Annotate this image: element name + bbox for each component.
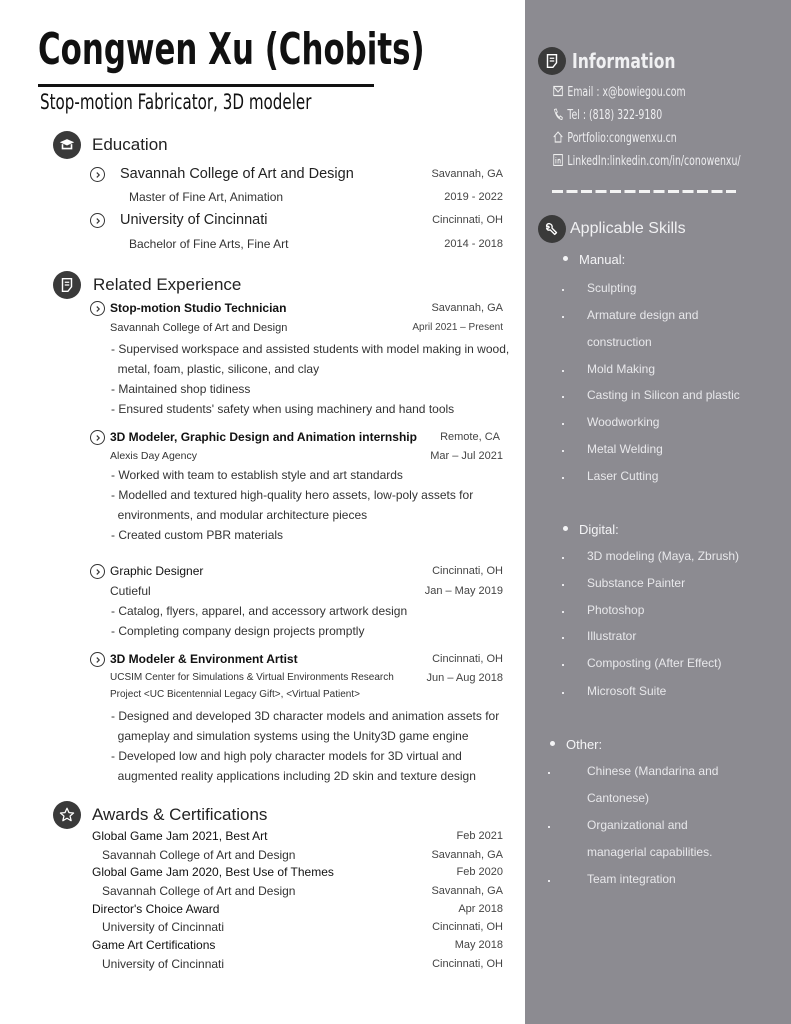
job-dates: Jun – Aug 2018 [426,672,503,684]
job-title: 3D Modeler, Graphic Design and Animation internship [110,430,417,444]
job-bullet: - Completing company design projects promptly [111,624,365,638]
phone-icon [553,108,563,120]
bullet-icon [562,370,564,372]
bullet-icon [562,396,564,398]
bullet-icon [562,450,564,452]
document-icon [538,47,566,75]
award-name: Global Game Jam 2021, Best Art [92,829,268,843]
skill-item: Cantonese) [587,791,650,805]
job-bullet: gameplay and simulation systems using the Unity3D game engine [111,729,469,743]
bullet-icon [562,477,564,479]
skill-group-digital [563,522,619,537]
bullet-icon [562,316,564,318]
education-degree: Master of Fine Art, Animation [129,190,284,204]
bullet-icon [562,557,564,559]
award-location: Savannah, GA [431,849,503,861]
skill-item: 3D modeling (Maya, Zbrush) [587,549,740,563]
award-org: Savannah College of Art and Design [102,848,296,862]
sidebar [525,0,791,1024]
chevron-right-icon [90,213,105,228]
linkedin-link[interactable]: LinkedIn:linkedin.com/in/conowenxu/ [567,154,741,169]
bullet-icon [562,664,564,666]
job-dates: Jan – May 2019 [424,585,503,597]
job-bullet: augmented reality applications including 2D skin and texture design [111,769,476,783]
award-date: Feb 2021 [456,830,503,842]
job-org: Savannah College of Art and Design [110,322,288,334]
section-title-information: Information [572,49,676,73]
bullet-icon [563,526,568,531]
skill-item: Composting (After Effect) [587,656,722,670]
skill-item: Team integration [587,872,676,886]
job-bullet: metal, foam, plastic, silicone, and clay [111,362,320,376]
award-name: Game Art Certifications [92,938,216,952]
job-title: 3D Modeler & Environment Artist [110,652,298,666]
award-location: Savannah, GA [431,885,503,897]
chevron-right-icon [90,652,105,667]
job-dates: April 2021 – Present [412,322,503,333]
email-row [553,85,686,100]
award-location: Cincinnati, OH [432,921,503,933]
job-bullet: - Maintained shop tidiness [111,382,251,396]
skill-group-label: Digital: [579,522,619,537]
education-school: Savannah College of Art and Design [120,166,354,182]
job-bullet: - Created custom PBR materials [111,528,284,542]
bullet-icon [562,611,564,613]
bullet-icon [563,256,568,261]
job-org: Cutieful [110,584,151,598]
skill-item: Woodworking [587,415,660,429]
skill-group-other [550,737,602,752]
job-dates: Mar – Jul 2021 [430,450,503,462]
job-org: Alexis Day Agency [110,450,197,462]
job-bullet: - Designed and developed 3D character models and animation assets for [111,709,500,723]
award-date: Feb 2020 [456,866,503,878]
job-bullet: - Developed low and high poly character models for 3D virtual and [111,749,462,763]
skill-item: Mold Making [587,362,656,376]
bullet-icon [562,289,564,291]
section-title-experience: Related Experience [93,275,242,294]
job-bullet: environments, and modular architecture pieces [111,508,368,522]
job-bullet: - Worked with team to establish style and art standards [111,468,403,482]
chevron-right-icon [90,301,105,316]
candidate-name: Congwen Xu (Chobits) [38,24,425,75]
phone-row [553,108,662,123]
bullet-icon [562,584,564,586]
job-bullet: - Ensured students' safety when using machinery and hand tools [111,402,455,416]
dashed-divider [552,190,736,193]
skill-item: Substance Painter [587,576,686,590]
bullet-icon [562,637,564,639]
bullet-icon [548,880,550,882]
job-bullet: - Modelled and textured high-quality hero assets, low-poly assets for [111,488,474,502]
skill-item: Casting in Silicon and plastic [587,388,740,402]
skill-group-manual [563,252,625,267]
skill-item: Armature design and [587,308,699,322]
education-location: Savannah, GA [431,168,503,180]
bullet-icon [562,423,564,425]
section-title-awards: Awards & Certifications [92,805,268,824]
skill-item: construction [587,335,652,349]
candidate-subtitle: Stop-motion Fabricator, 3D modeler [40,90,312,114]
award-date: May 2018 [454,939,503,951]
chevron-right-icon [90,564,105,579]
chevron-right-icon [90,167,105,182]
skill-group-label: Manual: [579,252,626,267]
skill-item: managerial capabilities. [587,845,713,859]
chevron-right-icon [90,430,105,445]
skill-item: Organizational and [587,818,688,832]
job-bullet: - Catalog, flyers, apparel, and accessory artwork design [111,604,408,618]
portfolio-row[interactable] [553,131,677,146]
header-divider [38,84,374,87]
award-org: University of Cincinnati [102,920,225,934]
skill-item: Microsoft Suite [587,684,667,698]
job-title: Stop-motion Studio Technician [110,301,287,315]
document-icon [53,271,81,299]
award-location: Cincinnati, OH [432,958,503,970]
job-org: UCSIM Center for Simulations & Virtual Environments Research [110,672,394,683]
education-location: Cincinnati, OH [432,214,503,226]
award-org: Savannah College of Art and Design [102,884,296,898]
graduation-cap-icon [53,131,81,159]
phone-text: Tel : (818) 322-9180 [567,108,663,123]
skill-group-label: Other: [566,737,603,752]
email-text: Email : x@bowiegou.com [567,85,686,100]
skill-item: Photoshop [587,603,645,617]
award-name: Global Game Jam 2020, Best Use of Themes [92,865,334,879]
skill-item: Illustrator [587,629,637,643]
section-title-skills: Applicable Skills [570,220,686,237]
skill-item: Chinese (Mandarina and [587,764,719,778]
skill-item: Laser Cutting [587,469,659,483]
envelope-icon [553,85,563,97]
award-name: Director's Choice Award [92,902,220,916]
skill-item: Sculpting [587,281,637,295]
bullet-icon [548,826,550,828]
education-years: 2019 - 2022 [444,191,503,203]
award-date: Apr 2018 [458,903,503,915]
award-org: University of Cincinnati [102,957,225,971]
job-location: Cincinnati, OH [432,565,503,577]
bullet-icon [562,692,564,694]
wrench-icon [538,215,566,243]
bullet-icon [550,741,555,746]
portfolio-link[interactable]: Portfolio:congwenxu.cn [567,131,677,146]
linkedin-icon [553,154,563,166]
skill-item: Metal Welding [587,442,663,456]
education-years: 2014 - 2018 [444,238,503,250]
education-school: University of Cincinnati [120,212,268,228]
star-icon [53,801,81,829]
job-title: Graphic Designer [110,564,204,578]
job-org-project: Project <UC Bicentennial Legacy Gift>, <Virtual Patient> [110,689,360,700]
job-location: Remote, CA [440,431,500,443]
job-location: Cincinnati, OH [432,653,503,665]
linkedin-row[interactable] [553,154,741,169]
job-bullet: - Supervised workspace and assisted students with model making in wood, [111,342,510,356]
job-location: Savannah, GA [431,302,503,314]
section-title-education: Education [92,135,168,154]
education-degree: Bachelor of Fine Arts, Fine Art [129,237,289,251]
home-icon [553,131,563,143]
bullet-icon [548,772,550,774]
